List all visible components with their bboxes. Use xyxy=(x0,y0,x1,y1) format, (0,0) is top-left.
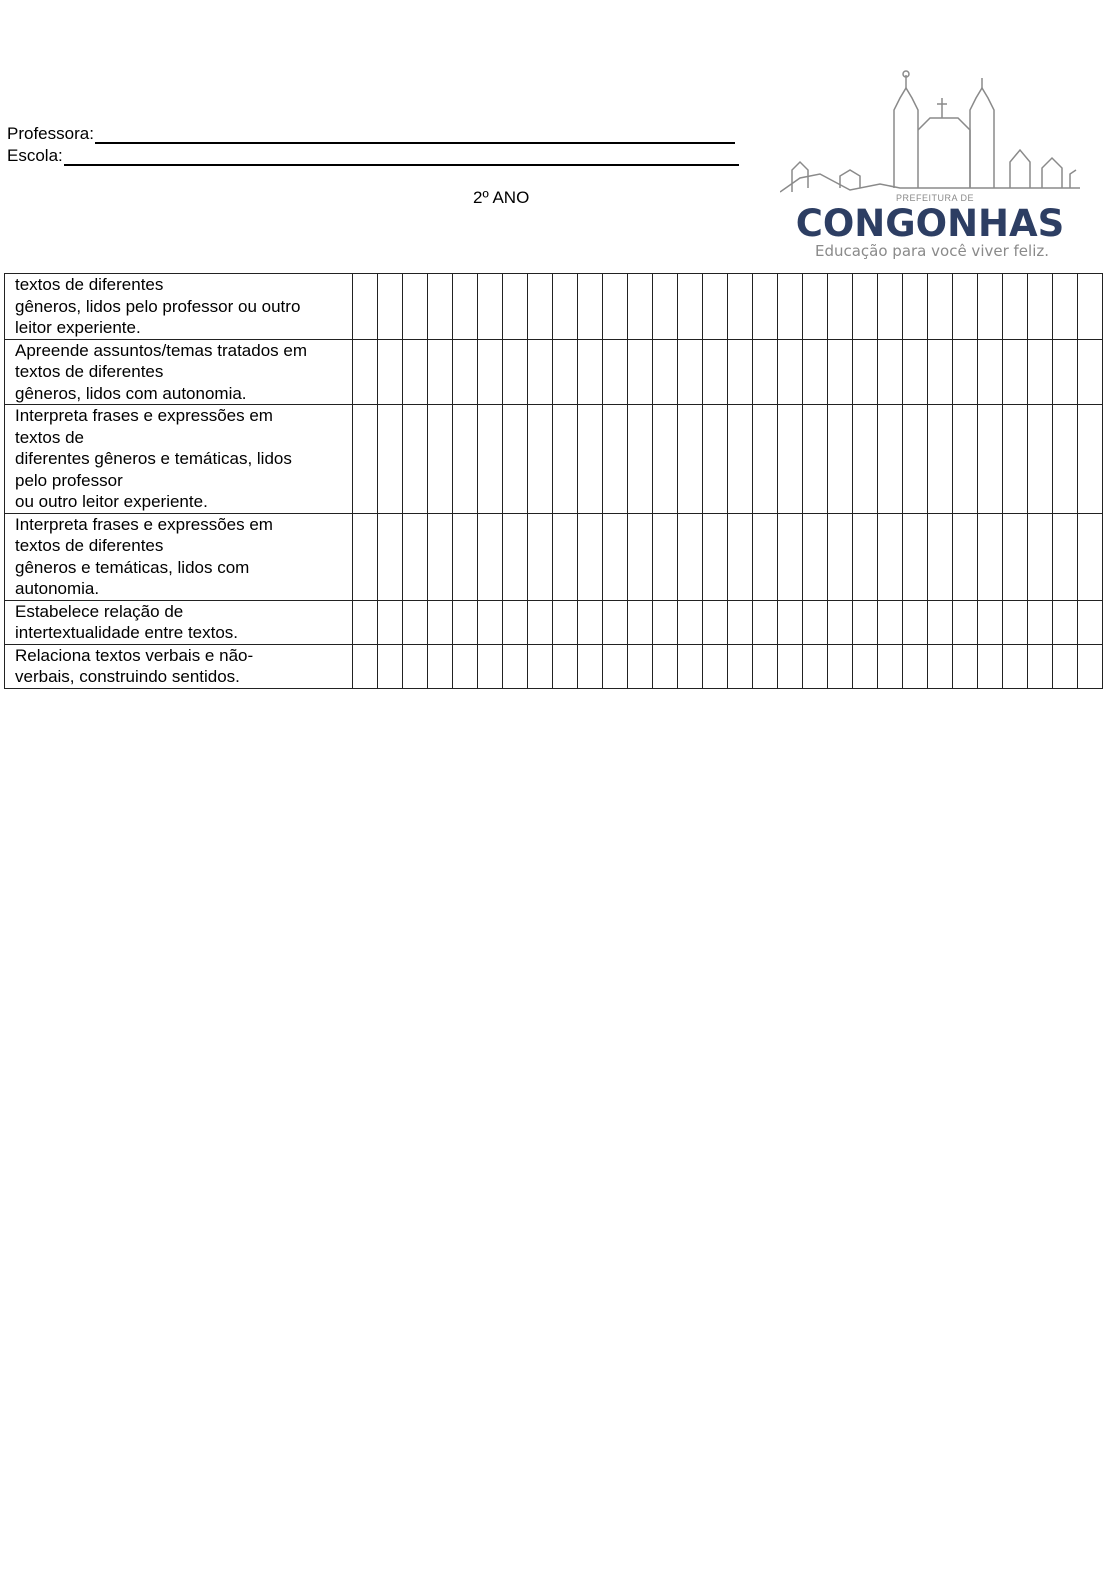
mark-cell[interactable] xyxy=(1003,644,1028,688)
mark-cell[interactable] xyxy=(678,339,703,405)
mark-cell[interactable] xyxy=(878,600,903,644)
mark-cell[interactable] xyxy=(928,513,953,600)
mark-cell[interactable] xyxy=(703,339,728,405)
skill-description xyxy=(5,513,353,600)
mark-cell[interactable] xyxy=(653,513,678,600)
mark-cell[interactable] xyxy=(928,600,953,644)
mark-cell[interactable] xyxy=(428,405,453,514)
mark-cell[interactable] xyxy=(903,644,928,688)
mark-cell[interactable] xyxy=(353,513,378,600)
mark-cell[interactable] xyxy=(1053,644,1078,688)
mark-cell[interactable] xyxy=(1053,513,1078,600)
mark-cell[interactable] xyxy=(678,274,703,340)
mark-cell[interactable] xyxy=(1003,600,1028,644)
mark-cell[interactable] xyxy=(728,644,753,688)
mark-cell[interactable] xyxy=(878,274,903,340)
mark-cell[interactable] xyxy=(403,600,428,644)
mark-cell[interactable] xyxy=(803,644,828,688)
mark-cell[interactable] xyxy=(903,600,928,644)
mark-cell[interactable] xyxy=(603,513,628,600)
mark-cell[interactable] xyxy=(528,405,553,514)
mark-cell[interactable] xyxy=(778,513,803,600)
mark-cell[interactable] xyxy=(678,513,703,600)
table-row xyxy=(5,600,1103,644)
mark-cell[interactable] xyxy=(428,513,453,600)
skill-description xyxy=(5,600,353,644)
logo-main-text: CONGONHAS xyxy=(795,202,1065,245)
mark-cell[interactable] xyxy=(1028,274,1053,340)
mark-cell[interactable] xyxy=(853,405,878,514)
mark-cell[interactable] xyxy=(728,339,753,405)
mark-cell[interactable] xyxy=(978,644,1003,688)
mark-cell[interactable] xyxy=(878,644,903,688)
mark-cell[interactable] xyxy=(378,513,403,600)
mark-cell[interactable] xyxy=(628,339,653,405)
mark-cell[interactable] xyxy=(953,339,978,405)
mark-cell[interactable] xyxy=(503,274,528,340)
mark-cell[interactable] xyxy=(828,339,853,405)
mark-cell[interactable] xyxy=(378,600,403,644)
teacher-field xyxy=(7,124,735,144)
mark-cell[interactable] xyxy=(1053,339,1078,405)
teacher-label: Professora: xyxy=(7,124,94,143)
mark-cell[interactable] xyxy=(578,339,603,405)
skill-description-line: Apreende assuntos/temas tratados em xyxy=(15,340,307,360)
mark-cell[interactable] xyxy=(553,274,578,340)
mark-cell[interactable] xyxy=(953,274,978,340)
mark-cell[interactable] xyxy=(578,405,603,514)
mark-cell[interactable] xyxy=(678,600,703,644)
mark-cell[interactable] xyxy=(828,513,853,600)
mark-cell[interactable] xyxy=(803,274,828,340)
mark-cell[interactable] xyxy=(628,405,653,514)
mark-cell[interactable] xyxy=(603,274,628,340)
mark-cell[interactable] xyxy=(453,513,478,600)
mark-cell[interactable] xyxy=(528,339,553,405)
assessment-table xyxy=(4,273,1103,689)
mark-cell[interactable] xyxy=(978,513,1003,600)
assessment-table-body xyxy=(5,274,1103,689)
logo-top-text: PREFEITURA DE xyxy=(895,193,975,203)
mark-cell[interactable] xyxy=(503,644,528,688)
mark-cell[interactable] xyxy=(353,405,378,514)
mark-cell[interactable] xyxy=(503,600,528,644)
mark-cell[interactable] xyxy=(378,274,403,340)
mark-cell[interactable] xyxy=(928,339,953,405)
mark-cell[interactable] xyxy=(753,600,778,644)
mark-cell[interactable] xyxy=(778,405,803,514)
mark-cell[interactable] xyxy=(903,513,928,600)
mark-cell[interactable] xyxy=(628,644,653,688)
mark-cell[interactable] xyxy=(703,274,728,340)
mark-cell[interactable] xyxy=(703,513,728,600)
skill-description-line: ou outro leitor experiente. xyxy=(15,492,208,511)
skill-description-line: textos de diferentes xyxy=(15,362,164,381)
mark-cell[interactable] xyxy=(1028,339,1053,405)
mark-cell[interactable] xyxy=(778,644,803,688)
table-row xyxy=(5,274,1103,340)
mark-cell[interactable] xyxy=(478,600,503,644)
mark-cell[interactable] xyxy=(428,644,453,688)
mark-cell[interactable] xyxy=(653,600,678,644)
skill-description-line: Interpreta frases e expressões em xyxy=(15,406,273,425)
mark-cell[interactable] xyxy=(1053,405,1078,514)
mark-cell[interactable] xyxy=(803,405,828,514)
mark-cell[interactable] xyxy=(953,405,978,514)
mark-cell[interactable] xyxy=(853,513,878,600)
mark-cell[interactable] xyxy=(478,644,503,688)
mark-cell[interactable] xyxy=(528,274,553,340)
skill-description xyxy=(5,644,353,688)
mark-cell[interactable] xyxy=(603,405,628,514)
skill-description-line: Interpreta frases e expressões em xyxy=(15,514,273,534)
mark-cell[interactable] xyxy=(728,274,753,340)
mark-cell[interactable] xyxy=(503,339,528,405)
table-row xyxy=(5,405,1103,514)
mark-cell[interactable] xyxy=(453,339,478,405)
mark-cell[interactable] xyxy=(603,339,628,405)
mark-cell[interactable] xyxy=(728,600,753,644)
skill-description xyxy=(5,274,353,340)
mark-cell[interactable] xyxy=(703,405,728,514)
mark-cell[interactable] xyxy=(853,644,878,688)
mark-cell[interactable] xyxy=(1028,600,1053,644)
mark-cell[interactable] xyxy=(553,405,578,514)
church-skyline-icon xyxy=(780,70,1080,270)
skill-description-line: gêneros, lidos pelo professor ou outro xyxy=(15,296,301,316)
mark-cell[interactable] xyxy=(928,274,953,340)
mark-cell[interactable] xyxy=(1078,405,1103,514)
mark-cell[interactable] xyxy=(603,600,628,644)
skill-description xyxy=(5,405,353,514)
mark-cell[interactable] xyxy=(678,405,703,514)
skill-description-line: gêneros e temáticas, lidos com xyxy=(15,557,250,577)
mark-cell[interactable] xyxy=(828,274,853,340)
mark-cell[interactable] xyxy=(428,274,453,340)
mark-cell[interactable] xyxy=(453,600,478,644)
mark-cell[interactable] xyxy=(828,644,853,688)
mark-cell[interactable] xyxy=(1028,405,1053,514)
school-field xyxy=(7,146,739,166)
mark-cell[interactable] xyxy=(753,644,778,688)
school-blank-line[interactable] xyxy=(64,150,739,166)
mark-cell[interactable] xyxy=(653,405,678,514)
mark-cell[interactable] xyxy=(353,339,378,405)
mark-cell[interactable] xyxy=(478,339,503,405)
teacher-blank-line[interactable] xyxy=(95,128,735,144)
skill-description-line: textos de diferentes xyxy=(15,275,164,294)
mark-cell[interactable] xyxy=(978,405,1003,514)
mark-cell[interactable] xyxy=(878,405,903,514)
mark-cell[interactable] xyxy=(703,644,728,688)
mark-cell[interactable] xyxy=(353,600,378,644)
mark-cell[interactable] xyxy=(528,644,553,688)
mark-cell[interactable] xyxy=(1003,405,1028,514)
skill-description-line: pelo professor xyxy=(15,470,123,490)
skill-description-line: Estabelece relação de xyxy=(15,601,184,621)
table-row xyxy=(5,513,1103,600)
mark-cell[interactable] xyxy=(353,644,378,688)
table-row xyxy=(5,339,1103,405)
mark-cell[interactable] xyxy=(653,339,678,405)
mark-cell[interactable] xyxy=(953,600,978,644)
mark-cell[interactable] xyxy=(628,274,653,340)
mark-cell[interactable] xyxy=(553,600,578,644)
mark-cell[interactable] xyxy=(353,274,378,340)
mark-cell[interactable] xyxy=(653,274,678,340)
mark-cell[interactable] xyxy=(1003,513,1028,600)
mark-cell[interactable] xyxy=(853,274,878,340)
mark-cell[interactable] xyxy=(853,339,878,405)
mark-cell[interactable] xyxy=(603,644,628,688)
mark-cell[interactable] xyxy=(878,339,903,405)
school-label: Escola: xyxy=(7,146,63,165)
mark-cell[interactable] xyxy=(703,600,728,644)
mark-cell[interactable] xyxy=(428,600,453,644)
mark-cell[interactable] xyxy=(778,274,803,340)
skill-description-line: textos de diferentes xyxy=(15,536,164,555)
skill-description-line: verbais, construindo sentidos. xyxy=(15,667,240,686)
mark-cell[interactable] xyxy=(503,513,528,600)
mark-cell[interactable] xyxy=(578,513,603,600)
mark-cell[interactable] xyxy=(528,513,553,600)
mark-cell[interactable] xyxy=(803,339,828,405)
mark-cell[interactable] xyxy=(503,405,528,514)
mark-cell[interactable] xyxy=(753,513,778,600)
mark-cell[interactable] xyxy=(1003,339,1028,405)
mark-cell[interactable] xyxy=(403,644,428,688)
mark-cell[interactable] xyxy=(453,405,478,514)
mark-cell[interactable] xyxy=(478,405,503,514)
mark-cell[interactable] xyxy=(528,600,553,644)
mark-cell[interactable] xyxy=(928,644,953,688)
mark-cell[interactable] xyxy=(1053,600,1078,644)
table-row xyxy=(5,644,1103,688)
skill-description-line: autonomia. xyxy=(15,579,100,598)
mark-cell[interactable] xyxy=(378,339,403,405)
mark-cell[interactable] xyxy=(1028,644,1053,688)
skill-description-line: textos de xyxy=(15,427,84,447)
mark-cell[interactable] xyxy=(553,644,578,688)
mark-cell[interactable] xyxy=(578,274,603,340)
skill-description xyxy=(5,339,353,405)
mark-cell[interactable] xyxy=(628,513,653,600)
mark-cell[interactable] xyxy=(853,600,878,644)
skill-description-line: diferentes gêneros e temáticas, lidos xyxy=(15,449,292,468)
mark-cell[interactable] xyxy=(828,405,853,514)
mark-cell[interactable] xyxy=(753,274,778,340)
mark-cell[interactable] xyxy=(378,644,403,688)
mark-cell[interactable] xyxy=(453,644,478,688)
mark-cell[interactable] xyxy=(553,513,578,600)
mark-cell[interactable] xyxy=(903,339,928,405)
mark-cell[interactable] xyxy=(878,513,903,600)
mark-cell[interactable] xyxy=(1078,600,1103,644)
mark-cell[interactable] xyxy=(428,339,453,405)
mark-cell[interactable] xyxy=(403,405,428,514)
mark-cell[interactable] xyxy=(403,339,428,405)
mark-cell[interactable] xyxy=(778,600,803,644)
mark-cell[interactable] xyxy=(1078,513,1103,600)
mark-cell[interactable] xyxy=(728,513,753,600)
mark-cell[interactable] xyxy=(1053,274,1078,340)
mark-cell[interactable] xyxy=(728,405,753,514)
mark-cell[interactable] xyxy=(778,339,803,405)
grade-title: 2º ANO xyxy=(473,188,530,207)
mark-cell[interactable] xyxy=(478,274,503,340)
mark-cell[interactable] xyxy=(403,513,428,600)
skill-description-line: Relaciona textos verbais e não- xyxy=(15,645,254,665)
mark-cell[interactable] xyxy=(953,513,978,600)
mark-cell[interactable] xyxy=(1028,513,1053,600)
mark-cell[interactable] xyxy=(553,339,578,405)
mark-cell[interactable] xyxy=(753,339,778,405)
skill-description-line: intertextualidade entre textos. xyxy=(15,623,239,642)
mark-cell[interactable] xyxy=(403,274,428,340)
mark-cell[interactable] xyxy=(453,274,478,340)
mark-cell[interactable] xyxy=(928,405,953,514)
mark-cell[interactable] xyxy=(653,644,678,688)
mark-cell[interactable] xyxy=(628,600,653,644)
skill-description-line: gêneros, lidos com autonomia. xyxy=(15,383,247,403)
mark-cell[interactable] xyxy=(678,644,703,688)
mark-cell[interactable] xyxy=(828,600,853,644)
mark-cell[interactable] xyxy=(903,405,928,514)
mark-cell[interactable] xyxy=(578,644,603,688)
mark-cell[interactable] xyxy=(578,600,603,644)
mark-cell[interactable] xyxy=(953,644,978,688)
mark-cell[interactable] xyxy=(803,600,828,644)
mark-cell[interactable] xyxy=(1078,644,1103,688)
mark-cell[interactable] xyxy=(978,274,1003,340)
skill-description-line: leitor experiente. xyxy=(15,318,141,337)
congonhas-logo xyxy=(780,70,1080,270)
mark-cell[interactable] xyxy=(1078,274,1103,340)
logo-tagline: Educação para você viver feliz. xyxy=(814,242,1050,260)
mark-cell[interactable] xyxy=(1003,274,1028,340)
mark-cell[interactable] xyxy=(903,274,928,340)
mark-cell[interactable] xyxy=(753,405,778,514)
mark-cell[interactable] xyxy=(478,513,503,600)
mark-cell[interactable] xyxy=(803,513,828,600)
mark-cell[interactable] xyxy=(1078,339,1103,405)
mark-cell[interactable] xyxy=(378,405,403,514)
mark-cell[interactable] xyxy=(978,600,1003,644)
mark-cell[interactable] xyxy=(978,339,1003,405)
